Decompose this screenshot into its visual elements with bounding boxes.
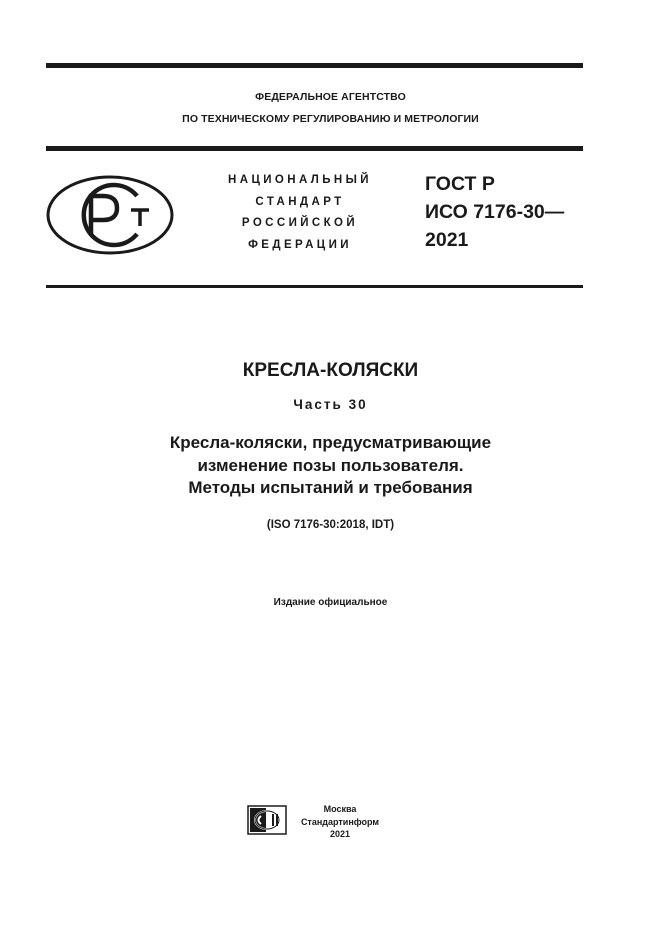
standartinform-logo-icon [247,805,287,840]
standard-type-line-2: СТАНДАРТ [255,195,345,208]
document-part: Часть 30 [293,397,368,412]
document-subtitle [0,432,661,500]
standard-type [200,170,400,256]
edition-label: Издание официальное [273,597,388,608]
publisher-year: 2021 [329,829,351,839]
document-title: КРЕСЛА-КОЛЯСКИ [242,360,419,381]
standard-type-line-4: ФЕДЕРАЦИИ [248,238,352,251]
agency-line-2: ПО ТЕХНИЧЕСКОМУ РЕГУЛИРОВАНИЮ И МЕТРОЛОГИИ [182,113,479,125]
agency-line-1: ФЕДЕРАЛЬНОЕ АГЕНТСТВО [255,91,406,103]
header-bottom-rule [46,146,583,151]
standard-designation [425,170,564,254]
designation-line-1: ГОСТ Р [425,173,495,195]
subtitle-line-3: Методы испытаний и требования [188,478,473,497]
designation-line-3: 2021 [425,229,469,251]
publisher-name: Стандартинформ [300,816,380,827]
top-rule [46,63,583,68]
publisher-city: Москва [323,804,357,814]
standard-type-line-1: НАЦИОНАЛЬНЫЙ [228,174,372,186]
subtitle-line-2: изменение позы пользователя. [197,455,464,475]
subtitle-line-1: Кресла-коляски, предусматривающие [169,433,492,452]
publisher-info [290,803,390,841]
gost-r-certification-mark-icon [45,174,175,261]
title-block-rule [46,285,583,288]
iso-reference: (ISO 7176-30:2018, IDT) [266,519,395,531]
designation-line-2: ИСО 7176-30— [425,201,565,223]
standard-type-line-3: РОССИЙСКОЙ [241,217,359,229]
